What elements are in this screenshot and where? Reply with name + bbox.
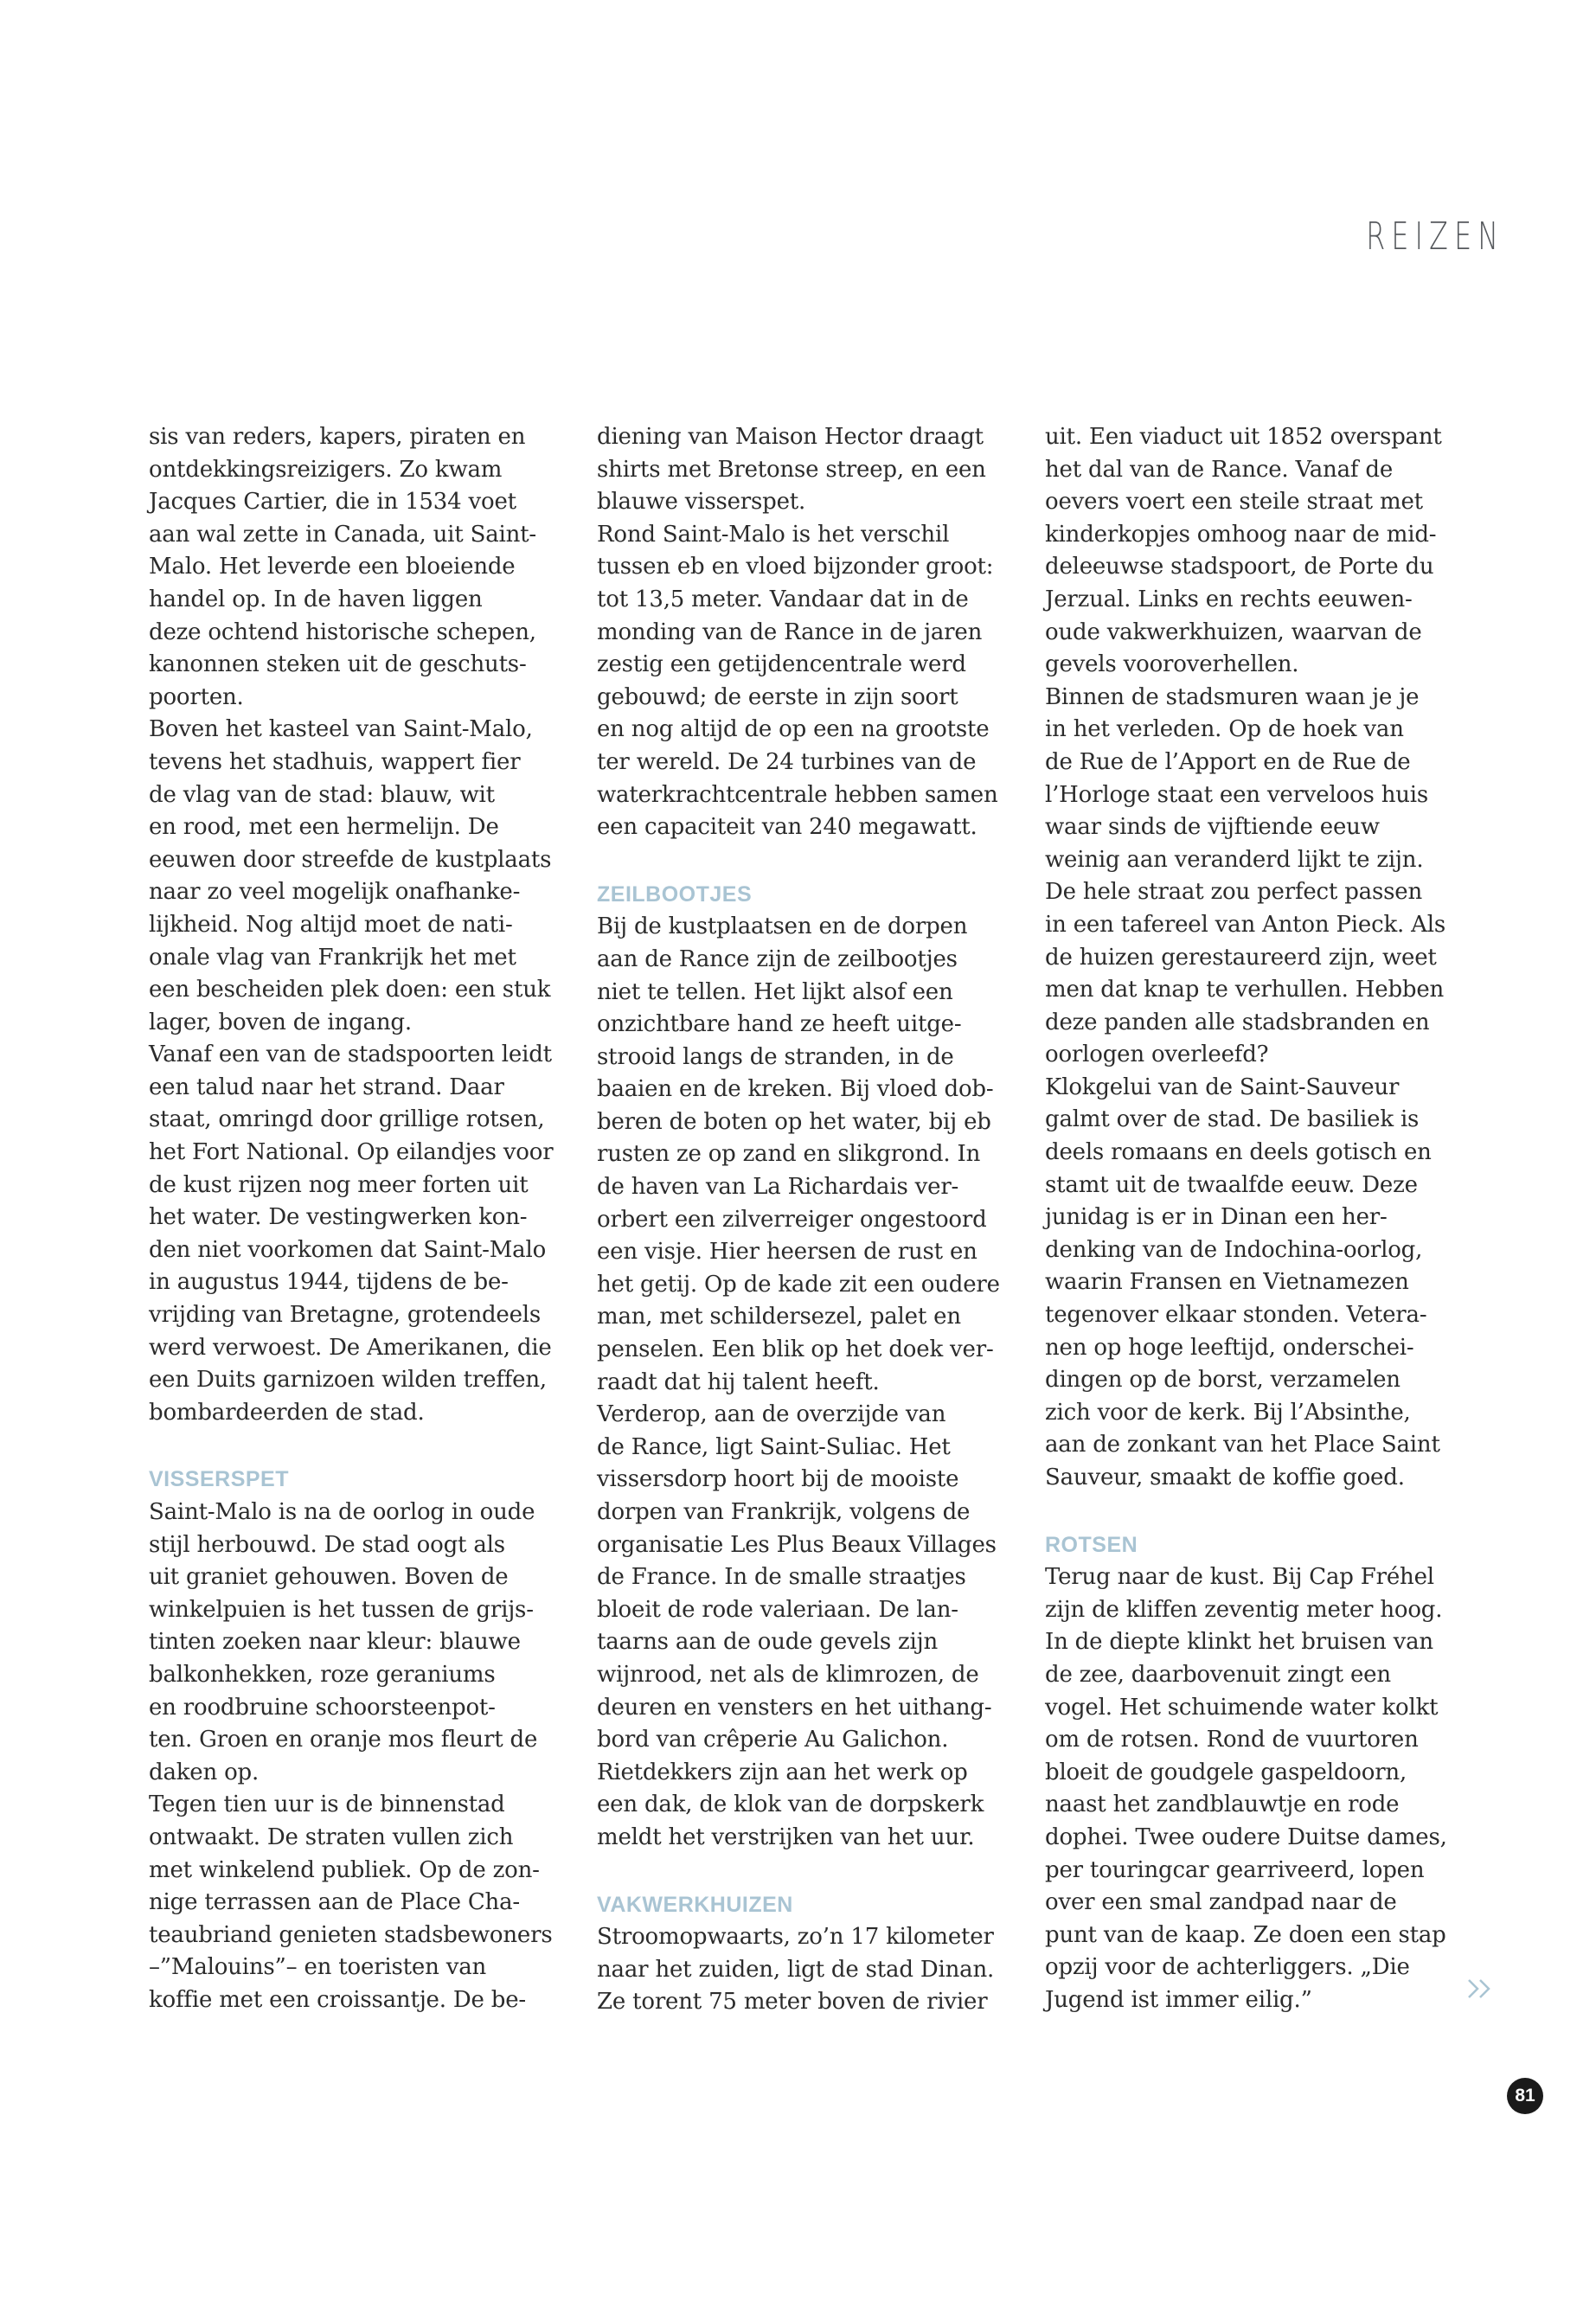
text-line: den niet voorkomen dat Saint-Malo	[149, 1236, 547, 1263]
text-line: Rond Saint-Malo is het verschil	[597, 521, 950, 548]
text-line: zich voor de kerk. Bij l’Absinthe,	[1045, 1399, 1411, 1426]
text-line: Bij de kustplaatsen en de dorpen	[597, 913, 968, 940]
text-line: en nog altijd de op een na grootste	[597, 716, 990, 743]
text-line: Jerzual. Links en rechts eeuwen-	[1045, 586, 1413, 612]
text-line: een Duits garnizoen wilden treffen,	[149, 1367, 547, 1394]
text-line: onzichtbare hand ze heeft uitge-	[597, 1011, 962, 1038]
text-line: Sauveur, smaakt de koffie goed.	[1045, 1465, 1405, 1490]
text-line: sis van reders, kapers, piraten en	[149, 424, 526, 450]
text-line: stijl herbouwd. De stad oogt als	[149, 1531, 505, 1558]
text-line: de Rance, ligt Saint-Suliac. Het	[597, 1433, 951, 1460]
text-line: poorten.	[149, 683, 244, 710]
text-line: junidag is er in Dinan een her-	[1045, 1204, 1388, 1231]
text-line: naast het zandblauwtje en rode	[1045, 1791, 1400, 1818]
article-column-1	[149, 421, 574, 2017]
paragraph	[597, 421, 1022, 519]
text-line: waarin Fransen en Vietnamezen	[1045, 1269, 1409, 1296]
text-line: –”Malouins”– en toeristen van	[149, 1954, 487, 1981]
text-line: een talud naar het strand. Daar	[149, 1074, 504, 1100]
text-line: Vanaf een van de stadspoorten leidt	[149, 1042, 552, 1068]
text-line: dingen op de borst, verzamelen	[1045, 1367, 1401, 1394]
text-line: punt van de kaap. Ze doen een stap	[1045, 1921, 1446, 1948]
paragraph	[1045, 1072, 1471, 1495]
text-line: staat, omringd door grillige rotsen,	[149, 1106, 545, 1133]
text-line: over een smal zandpad naar de	[1045, 1889, 1397, 1916]
text-line: ten. Groen en oranje mos fleurt de	[149, 1727, 538, 1753]
text-line: zijn de kliffen zeventig meter hoog.	[1045, 1596, 1443, 1623]
text-line: deels romaans en deels gotisch en	[1045, 1139, 1432, 1166]
text-line: en rood, met een hermelijn. De	[149, 814, 499, 841]
paragraph	[1045, 682, 1471, 1072]
text-line: ontdekkingsreizigers. Zo kwam	[149, 456, 503, 483]
text-line: uit graniet gehouwen. Boven de	[149, 1564, 509, 1591]
text-line: nen op hoge leeftijd, onderschei-	[1045, 1334, 1414, 1361]
text-line: een capaciteit van 240 megawatt.	[597, 814, 977, 841]
text-line: de kust rijzen nog meer forten uit	[149, 1171, 529, 1198]
text-line: zestig een getijdencentrale werd	[597, 651, 966, 678]
text-line: vrijding van Bretagne, grotendeels	[149, 1302, 542, 1329]
text-line: Tegen tien uur is de binnenstad	[149, 1791, 505, 1818]
section-heading: VISSERSPET	[149, 1467, 289, 1492]
text-line: het Fort National. Op eilandjes voor	[149, 1139, 554, 1166]
text-line: de zee, daarbovenuit zingt een	[1045, 1661, 1391, 1688]
text-line: kanonnen steken uit de geschuts-	[149, 651, 527, 678]
text-line: de Rue de l’Apport en de Rue de	[1045, 748, 1411, 775]
text-line: oude vakwerkhuizen, waarvan de	[1045, 619, 1422, 645]
text-line: teaubriand genieten stadsbewoners	[149, 1921, 553, 1948]
text-line: gevels vooroverhellen.	[1045, 651, 1299, 678]
text-line: dophei. Twee oudere Duitse dames,	[1045, 1823, 1447, 1850]
text-line: eeuwen door streefde de kustplaats	[149, 846, 552, 873]
text-line: uit. Een viaduct uit 1852 overspant	[1045, 424, 1442, 450]
text-line: monding van de Rance in de jaren	[597, 619, 983, 645]
text-line: Ze torent 75 meter boven de rivier	[597, 1989, 988, 2016]
text-line: galmt over de stad. De basiliek is	[1045, 1106, 1420, 1133]
text-line: naar het zuiden, ligt de stad Dinan.	[597, 1956, 995, 1983]
text-line: waar sinds de vijftiende eeuw	[1045, 814, 1380, 841]
article-column-2	[597, 421, 1022, 2019]
text-line: bord van crêperie Au Galichon.	[597, 1727, 949, 1753]
text-line: l’Horloge staat een verveloos huis	[1045, 781, 1429, 808]
page-number: 81	[1507, 2078, 1543, 2114]
paragraph	[149, 1497, 574, 1789]
text-line: tussen eb en vloed bijzonder groot:	[597, 554, 994, 580]
text-line: aan de zonkant van het Place Saint	[1045, 1432, 1440, 1458]
text-line: tevens het stadhuis, wappert fier	[149, 748, 521, 775]
section-heading: ZEILBOOTJES	[597, 881, 753, 907]
text-line: Binnen de stadsmuren waan je je	[1045, 683, 1420, 710]
text-line: Jacques Cartier, die in 1534 voet	[149, 489, 516, 516]
text-line: Jugend ist immer eilig.”	[1045, 1986, 1312, 2013]
paragraph	[149, 1039, 574, 1429]
text-line: raadt dat hij talent heeft.	[597, 1368, 880, 1395]
text-line: tegenover elkaar stonden. Vetera-	[1045, 1302, 1427, 1329]
text-line: ontwaakt. De straten vullen zich	[149, 1823, 514, 1850]
text-line: oorlogen overleefd?	[1045, 1042, 1269, 1068]
text-line: oevers voert een steile straat met	[1045, 489, 1423, 516]
text-line: een dak, de klok van de dorpskerk	[597, 1791, 984, 1818]
section-heading: VAKWERKHUIZEN	[597, 1892, 793, 1917]
text-line: een bescheiden plek doen: een stuk	[149, 977, 551, 1003]
text-line: wijnrood, net als de klimrozen, de	[597, 1661, 979, 1688]
text-line: de huizen gerestaureerd zijn, weet	[1045, 944, 1437, 971]
text-line: waterkrachtcentrale hebben samen	[597, 781, 998, 808]
section-heading: ROTSEN	[1045, 1532, 1138, 1557]
text-line: gebouwd; de eerste in zijn soort	[597, 683, 958, 710]
text-line: organisatie Les Plus Beaux Villages	[597, 1531, 997, 1558]
text-line: het dal van de Rance. Vanaf de	[1045, 456, 1394, 483]
paragraph	[1045, 1561, 1471, 2016]
text-line: nige terrassen aan de Place Cha-	[149, 1889, 520, 1916]
text-line: lijkheid. Nog altijd moet de nati-	[149, 911, 513, 938]
text-line: met winkelend publiek. Op de zon-	[149, 1856, 540, 1883]
text-line: Saint-Malo is na de oorlog in oude	[149, 1499, 535, 1525]
text-line: man, met schildersezel, palet en	[597, 1304, 961, 1330]
text-line: baaien en de kreken. Bij vloed dob-	[597, 1076, 994, 1103]
text-line: aan de Rance zijn de zeilbootjes	[597, 945, 958, 972]
text-line: kinderkopjes omhoog naar de mid-	[1045, 521, 1437, 548]
text-line: onale vlag van Frankrijk het met	[149, 944, 516, 971]
text-line: deleeuwse stadspoort, de Porte du	[1045, 554, 1434, 580]
text-line: de vlag van de stad: blauw, wit	[149, 781, 495, 808]
text-line: denking van de Indochina-oorlog,	[1045, 1236, 1423, 1263]
text-line: weinig aan veranderd lijkt te zijn.	[1045, 846, 1424, 873]
text-line: deuren en vensters en het uithang-	[597, 1694, 992, 1721]
text-line: aan wal zette in Canada, uit Saint-	[149, 521, 537, 548]
text-line: men dat knap te verhullen. Hebben	[1045, 977, 1445, 1003]
paragraph	[149, 1789, 574, 2016]
text-line: blauwe visserspet.	[597, 489, 806, 516]
text-line: ter wereld. De 24 turbines van de	[597, 748, 977, 775]
text-line: om de rotsen. Rond de vuurtoren	[1045, 1727, 1419, 1753]
text-line: deze ochtend historische schepen,	[149, 619, 536, 645]
paragraph	[597, 519, 1022, 844]
text-line: het getij. Op de kade zit een oudere	[597, 1271, 1000, 1298]
paragraph	[149, 421, 574, 714]
text-line: Stroomopwaarts, zo’n 17 kilometer	[597, 1924, 994, 1951]
text-line: een visje. Hier heersen de rust en	[597, 1239, 977, 1266]
text-line: in augustus 1944, tijdens de be-	[149, 1269, 509, 1296]
text-line: en roodbruine schoorsteenpot-	[149, 1694, 496, 1721]
text-line: balkonhekken, roze geraniums	[149, 1661, 496, 1688]
text-line: per touringcar gearriveerd, lopen	[1045, 1856, 1425, 1883]
double-chevron-right-icon	[1465, 1977, 1495, 2000]
text-line: Terug naar de kust. Bij Cap Fréhel	[1045, 1564, 1434, 1591]
text-line: orbert een zilverreiger ongestoord	[597, 1206, 987, 1233]
text-line: penselen. Een blik op het doek ver-	[597, 1336, 994, 1363]
paragraph	[597, 1921, 1022, 2019]
paragraph	[597, 911, 1022, 1399]
text-line: in een tafereel van Anton Pieck. Als	[1045, 911, 1445, 938]
text-line: de haven van La Richardais ver-	[597, 1174, 959, 1201]
section-label: REIZEN	[1366, 215, 1505, 259]
text-line: bombardeerden de stad.	[149, 1399, 425, 1426]
text-line: winkelpuien is het tussen de grijs-	[149, 1596, 534, 1623]
text-line: vissersdorp hoort bij de mooiste	[597, 1466, 959, 1493]
text-line: Rietdekkers zijn aan het werk op	[597, 1759, 968, 1785]
text-line: bloeit de rode valeriaan. De lan-	[597, 1596, 958, 1623]
text-line: taarns aan de oude gevels zijn	[597, 1629, 939, 1656]
text-line: opzij voor de achterliggers. „Die	[1045, 1954, 1410, 1981]
text-line: het water. De vestingwerken kon-	[149, 1204, 528, 1231]
text-line: shirts met Bretonse streep, en een	[597, 456, 986, 483]
text-line: bloeit de goudgele gaspeldoorn,	[1045, 1759, 1407, 1785]
text-line: Malo. Het leverde een bloeiende	[149, 554, 516, 580]
text-line: meldt het verstrijken van het uur.	[597, 1823, 975, 1850]
text-line: koffie met een croissantje. De be-	[149, 1986, 526, 2013]
text-line: strooid langs de stranden, in de	[597, 1043, 954, 1070]
text-line: stamt uit de twaalfde eeuw. Deze	[1045, 1171, 1418, 1198]
text-line: handel op. In de haven liggen	[149, 586, 483, 612]
text-line: tinten zoeken naar kleur: blauwe	[149, 1629, 521, 1656]
text-line: niet te tellen. Het lijkt alsof een	[597, 978, 953, 1005]
text-line: naar zo veel mogelijk onafhanke-	[149, 879, 521, 906]
paragraph	[597, 1399, 1022, 1854]
text-line: diening van Maison Hector draagt	[597, 424, 984, 450]
text-line: deze panden alle stadsbranden en	[1045, 1009, 1430, 1035]
article-column-3	[1045, 421, 1471, 2017]
text-line: tot 13,5 meter. Vandaar dat in de	[597, 586, 969, 612]
text-line: vogel. Het schuimende water kolkt	[1045, 1694, 1439, 1721]
text-line: In de diepte klinkt het bruisen van	[1045, 1629, 1433, 1656]
text-line: beren de boten op het water, bij eb	[597, 1108, 991, 1135]
text-line: de France. In de smalle straatjes	[597, 1564, 966, 1591]
text-line: in het verleden. Op de hoek van	[1045, 716, 1404, 743]
text-line: rusten ze op zand en slikgrond. In	[597, 1141, 981, 1168]
text-line: Boven het kasteel van Saint-Malo,	[149, 716, 533, 743]
text-line: daken op.	[149, 1759, 260, 1785]
paragraph	[1045, 421, 1471, 682]
text-line: Klokgelui van de Saint-Sauveur	[1045, 1074, 1400, 1100]
text-line: lager, boven de ingang.	[149, 1009, 412, 1035]
text-line: dorpen van Frankrijk, volgens de	[597, 1499, 971, 1525]
paragraph	[149, 714, 574, 1039]
text-line: De hele straat zou perfect passen	[1045, 879, 1422, 906]
text-line: werd verwoest. De Amerikanen, die	[149, 1334, 552, 1361]
text-line: Verderop, aan de overzijde van	[597, 1401, 946, 1428]
